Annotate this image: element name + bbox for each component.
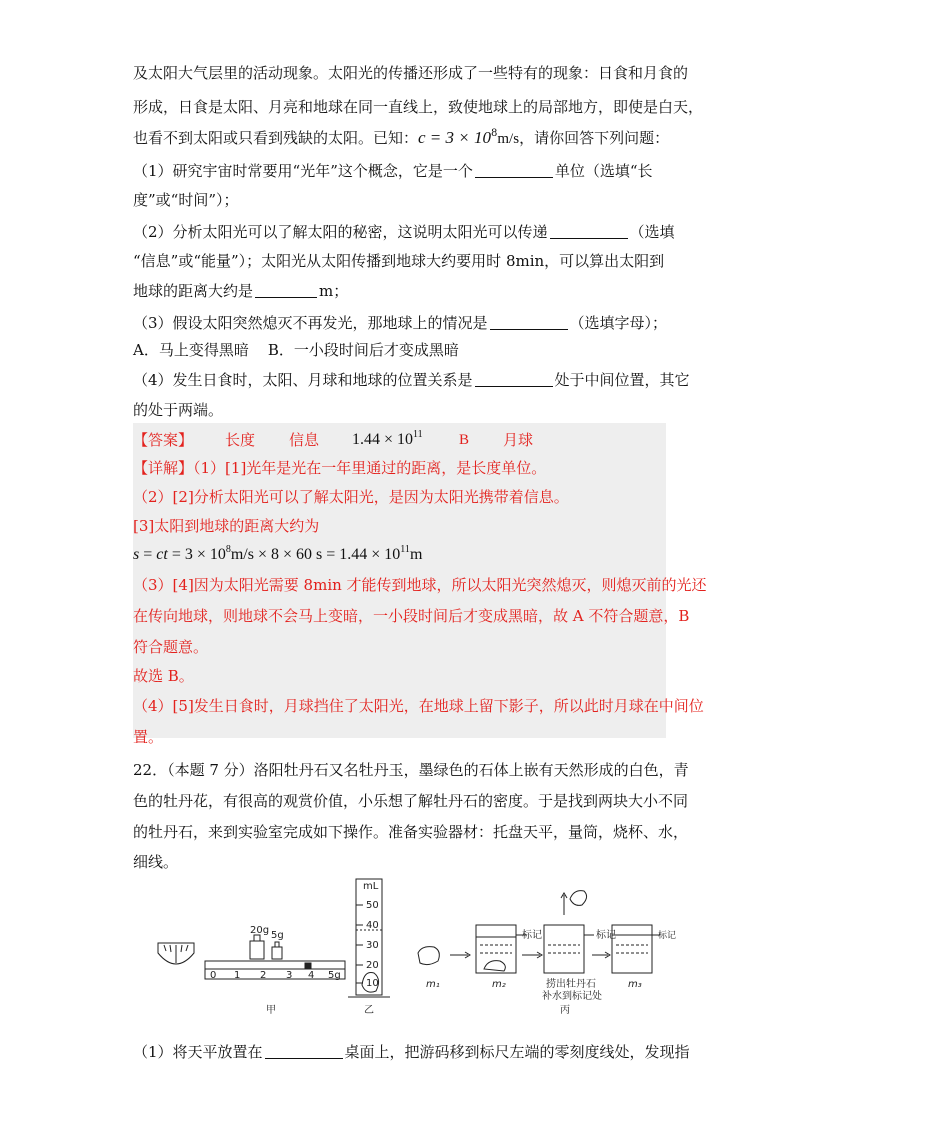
q1-answer-blank[interactable]	[475, 162, 553, 178]
explain-line-4: （3）[4]因为太阳光需要 8min 才能传到地球，所以太阳光突然熄灭，则熄灭前的光还	[133, 576, 707, 594]
q22-line-1: 22．（本题 7 分）洛阳牡丹石又名牡丹玉，墨绿色的石体上嵌有天然形成的白色，青	[133, 761, 689, 779]
experiment-figure	[150, 875, 677, 1016]
cylinder-tick-50: 50	[366, 900, 379, 911]
q2-line-1	[133, 222, 933, 242]
q22-1-answer-blank[interactable]	[265, 1043, 343, 1059]
answer-1: 长度	[225, 431, 256, 449]
q1-text-a: （1）研究宇宙时常要用“光年”这个概念，它是一个	[133, 162, 473, 180]
label-jia: 甲	[266, 1005, 276, 1016]
answer-row	[133, 430, 933, 450]
mark-label-3: 标记	[658, 931, 677, 941]
q2-line-2: “信息”或“能量”）；太阳光从太阳传播到地球大约要用时 8min，可以算出太阳到	[133, 252, 665, 270]
q2-text-e: m；	[319, 282, 349, 300]
explain-line-7: 故选 B。	[133, 667, 194, 685]
q2-text-b: （选填	[629, 223, 675, 241]
q2-text-a: （2）分析太阳光可以了解太阳的秘密，这说明太阳光可以传递	[133, 223, 548, 241]
q1-line-1	[133, 161, 933, 181]
formula-e: m/s × 8 × 60 s = 1.44 × 10	[230, 546, 401, 563]
beam-ruler	[205, 961, 345, 979]
q22-line-3: 的牡丹石，来到实验室完成如下操作。准备实验器材：托盘天平，量筒，烧杯、水，	[133, 823, 689, 841]
stone-icon	[418, 947, 439, 965]
q4-answer-blank[interactable]	[475, 371, 553, 387]
mark-label-1: 标记	[522, 930, 542, 941]
explain-line-9: 置。	[133, 728, 164, 746]
answer-3-exp: 11	[413, 429, 423, 440]
explain-line-6: 符合题意。	[133, 638, 209, 656]
beaker-refilled	[612, 925, 652, 973]
speed-exp: 8	[491, 128, 498, 139]
mark-label-2: 标记	[596, 930, 616, 941]
explain-line-1	[133, 458, 933, 478]
q22-1-text-a: （1）将天平放置在	[133, 1043, 263, 1061]
answer-5: 月球	[503, 431, 534, 449]
beaker-with-stone	[476, 925, 516, 973]
cylinder-tick-30: 30	[366, 940, 379, 951]
label-m2: m₂	[492, 979, 506, 990]
q22-1-text-b: 桌面上，把游码移到标尺左端的零刻度线处，发现指	[344, 1043, 690, 1061]
q2-answer-blank-1[interactable]	[550, 223, 628, 239]
intro-line-3-text: 也看不到太阳或只看到残缺的太阳。已知：	[133, 129, 419, 147]
intro-line-3	[133, 128, 673, 149]
q3-text-a: （3）假设太阳突然熄灭不再发光，那地球上的情况是	[133, 314, 488, 332]
explain-line-5: 在传向地球，则地球不会马上变暗，一小段时间后才变成黑暗，故 A 不符合题意，B	[133, 607, 690, 625]
formula-eq: =	[139, 546, 157, 563]
q2-line-3	[133, 281, 933, 301]
answer-2: 信息	[289, 431, 320, 449]
cylinder-tick-40: 40	[366, 920, 379, 931]
ruler-tick-0: 0	[210, 970, 217, 981]
q2-text-d: 地球的距离大约是	[133, 282, 254, 300]
formula-exp1: 8	[225, 544, 231, 555]
explain-1: （1）[1]光年是光在一年里通过的距离，是长度单位。	[193, 459, 547, 477]
q3-line-1	[133, 313, 933, 333]
formula-d: = 3 × 10	[167, 546, 226, 563]
explain-line-3: [3]太阳到地球的距离大约为	[133, 517, 320, 535]
q22-line-4: 细线。	[133, 853, 179, 871]
balance-scale-icon	[158, 943, 194, 964]
label-m1: m₁	[426, 979, 440, 990]
formula-s: s	[133, 546, 140, 563]
explain-line-2: （2）[2]分析太阳光可以了解太阳光，是因为太阳光携带着信息。	[133, 488, 569, 506]
weight-5g-icon	[272, 942, 282, 959]
formula-exp2: 11	[400, 544, 410, 555]
step-text-remove: 捞出牡丹石	[546, 979, 596, 990]
answer-3	[352, 430, 423, 450]
label-yi: 乙	[364, 1005, 374, 1016]
formula-f: m	[409, 546, 423, 563]
speed-unit: m/s	[497, 131, 520, 147]
q4-text-b: 处于中间位置，其它	[554, 371, 690, 389]
weight-20g-icon	[250, 935, 264, 959]
ruler-tick-3: 3	[286, 970, 293, 981]
label-bing: 丙	[560, 1005, 570, 1016]
intro-line-1: 及太阳大气层里的活动现象。太阳光的传播还形成了一些特有的现象：日食和月食的	[133, 64, 689, 82]
q1-line-2: 度”或“时间”）；	[133, 191, 239, 209]
cylinder-tick-20: 20	[366, 960, 379, 971]
explain-tag: 【详解】	[133, 459, 194, 477]
label-weight-5g: 5g	[271, 930, 284, 941]
label-m3: m₃	[628, 979, 642, 990]
explain-line-8: （4）[5]发生日食时，月球挡住了太阳光，在地球上留下影子，所以此时月球在中间位	[133, 697, 704, 715]
q3-text-b: （选填字母）；	[569, 314, 668, 332]
cylinder-tick-10: 10	[366, 978, 379, 989]
intro-line-2: 形成，日食是太阳、月亮和地球在同一直线上，致使地球上的局部地方，即使是白天，	[133, 98, 704, 116]
label-weight-20g: 20g	[250, 925, 270, 936]
speed-of-light-formula: c = 3 × 10	[418, 128, 492, 147]
step-text-refill: 补水到标记处	[542, 991, 602, 1002]
cylinder-unit: mL	[363, 881, 379, 892]
ruler-tick-1: 1	[234, 970, 241, 981]
q4-line-1	[133, 370, 933, 390]
ruler-tick-5g: 5g	[328, 970, 341, 981]
explain-formula	[133, 545, 933, 565]
ruler-tick-4: 4	[308, 970, 315, 981]
answer-3-base: 1.44 × 10	[352, 431, 414, 448]
q2-answer-blank-2[interactable]	[255, 282, 317, 298]
answer-4: B	[459, 432, 470, 448]
q4-line-2: 的处于两端。	[133, 401, 224, 419]
formula-ct: ct	[156, 546, 168, 563]
q1-text-b: 单位（选填“长	[554, 162, 653, 180]
beaker-stone-removed	[544, 891, 587, 973]
answer-tag: 【答案】	[133, 431, 194, 449]
q22-line-2: 色的牡丹花，有很高的观赏价值，小乐想了解牡丹石的密度。于是找到两块大小不同	[133, 792, 689, 810]
ruler-tick-2: 2	[260, 970, 267, 981]
q4-text-a: （4）发生日食时，太阳、月球和地球的位置关系是	[133, 371, 473, 389]
q3-options: A．马上变得黑暗 B．一小段时间后才变成黑暗	[133, 341, 459, 359]
q22-1-line	[133, 1042, 933, 1062]
intro-line-3-end: ，请你回答下列问题：	[519, 129, 670, 147]
q3-answer-blank[interactable]	[490, 314, 568, 330]
